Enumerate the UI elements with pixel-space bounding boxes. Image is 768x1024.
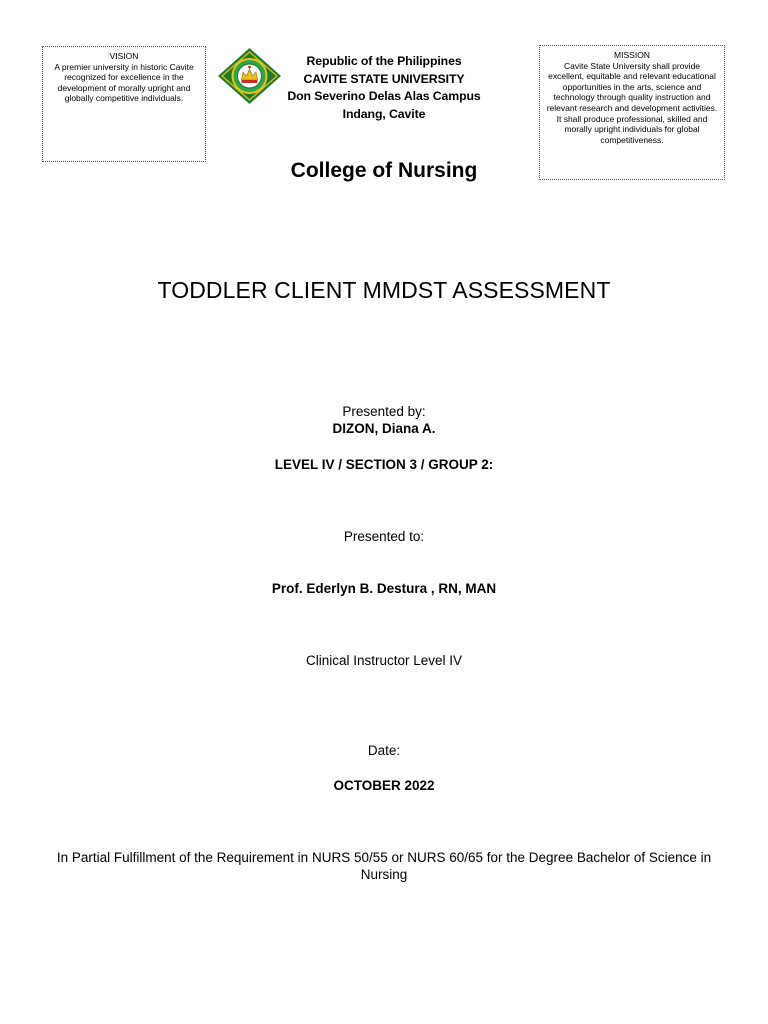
header-country: Republic of the Philippines: [306, 54, 462, 68]
presenter-name: DIZON, Diana A.: [332, 421, 436, 436]
instructor-name: Prof. Ederlyn B. Destura , RN, MAN: [271, 581, 497, 596]
date-label: Date:: [367, 743, 401, 758]
presented-by-label: Presented by:: [342, 404, 426, 419]
document-title: TODDLER CLIENT MMDST ASSESSMENT: [157, 277, 611, 303]
fulfillment-statement: In Partial Fulfillment of the Requirement in NURS 50/55 or NURS 60/65 for the Degree Bachelor of Science in Nursing: [56, 850, 712, 882]
presenter-section: LEVEL IV / SECTION 3 / GROUP 2:: [274, 457, 494, 472]
header-university: CAVITE STATE UNIVERSITY: [303, 71, 465, 86]
vision-title: VISION: [109, 51, 139, 61]
university-header: [270, 53, 498, 123]
mission-text: Cavite State University shall provide excellent, equitable and relevant educational opportunities in the arts, science and technology through quality instruction and relevant research and development activities. It shall produce professional, skilled and morally upright individuals for global competitiveness.: [546, 60, 718, 145]
header-location: Indang, Cavite: [342, 106, 426, 121]
vision-box: [42, 46, 206, 162]
date-value: OCTOBER 2022: [333, 778, 435, 793]
instructor-role: Clinical Instructor Level IV: [305, 653, 463, 668]
header-campus: Don Severino Delas Alas Campus: [287, 89, 481, 103]
presented-to-label: Presented to:: [343, 529, 425, 544]
vision-text: A premier university in historic Cavite recognized for excellence in the development of morally upright and globally competitive individuals.: [54, 61, 194, 104]
college-name: College of Nursing: [290, 159, 478, 182]
mission-title: MISSION: [614, 50, 650, 60]
